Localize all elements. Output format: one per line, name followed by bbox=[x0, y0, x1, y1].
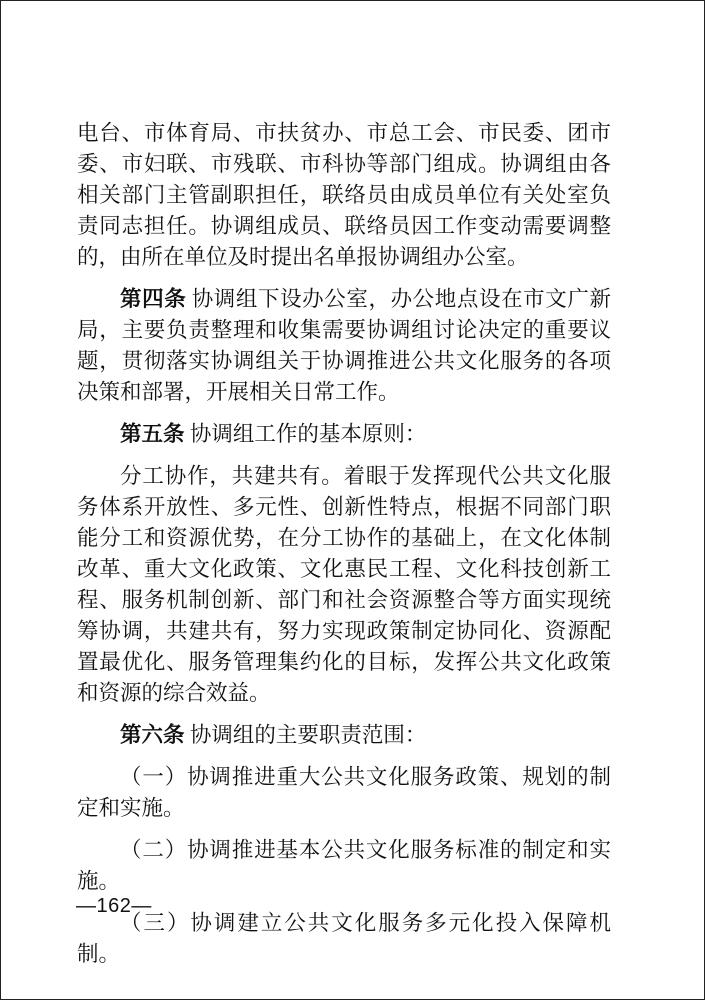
duty-item-2 bbox=[77, 835, 611, 897]
duty-item-1 bbox=[77, 762, 611, 824]
duty-item-3 bbox=[77, 908, 611, 970]
page-body bbox=[77, 118, 611, 981]
paragraph-text: 分工协作，共建共有。着眼于发挥现代公共文化服务体系开放性、多元性、创新性特点，根据不同部门职能分工和资源优势，在分工协作的基础上，在文化体制改革、重大文化政策、文化惠民工程、文化科技创新工程、服务机制创新、部门和社会资源整合等方面实现统筹协调，共建共有，努力实现政策制定协同化、资源配置最优化、服务管理集约化的目标，发挥公共文化政策和资源的综合效益。 bbox=[77, 464, 611, 706]
paragraph-text: （二）协调推进基本公共文化服务标准的制定和实施。 bbox=[77, 838, 611, 894]
article-4-paragraph bbox=[77, 284, 611, 408]
paragraph-text: 电台、市体育局、市扶贫办、市总工会、市民委、团市委、市妇联、市残联、市科协等部门组成。协调组由各相关部门主管副职担任，联络员由成员单位有关处室负责同志担任。协调组成员、联络员因工作变动需要调整的，由所在单位及时提出名单报协调组办公室。 bbox=[77, 121, 611, 270]
paragraph-text: 协调组工作的基本原则： bbox=[189, 422, 427, 447]
article-5-paragraph bbox=[77, 419, 611, 450]
principle-paragraph bbox=[77, 461, 611, 709]
paragraph-text: 协调组的主要职责范围： bbox=[189, 723, 427, 748]
paragraph-text: （一）协调推进重大公共文化服务政策、规划的制定和实施。 bbox=[77, 765, 611, 821]
article-label: 第六条 bbox=[120, 723, 185, 748]
paragraph-continuation bbox=[77, 118, 611, 273]
paragraph-text: 协调组下设办公室，办公地点设在市文广新局，主要负责整理和收集需要协调组讨论决定的重要议题，贯彻落实协调组关于协调推进公共文化服务的各项决策和部署，开展相关日常工作。 bbox=[77, 287, 611, 405]
page-number: —162— bbox=[76, 895, 152, 917]
paragraph-text: （三）协调建立公共文化服务多元化投入保障机制。 bbox=[77, 911, 611, 967]
article-label: 第五条 bbox=[120, 422, 185, 447]
article-6-paragraph bbox=[77, 720, 611, 751]
article-label: 第四条 bbox=[120, 287, 187, 312]
